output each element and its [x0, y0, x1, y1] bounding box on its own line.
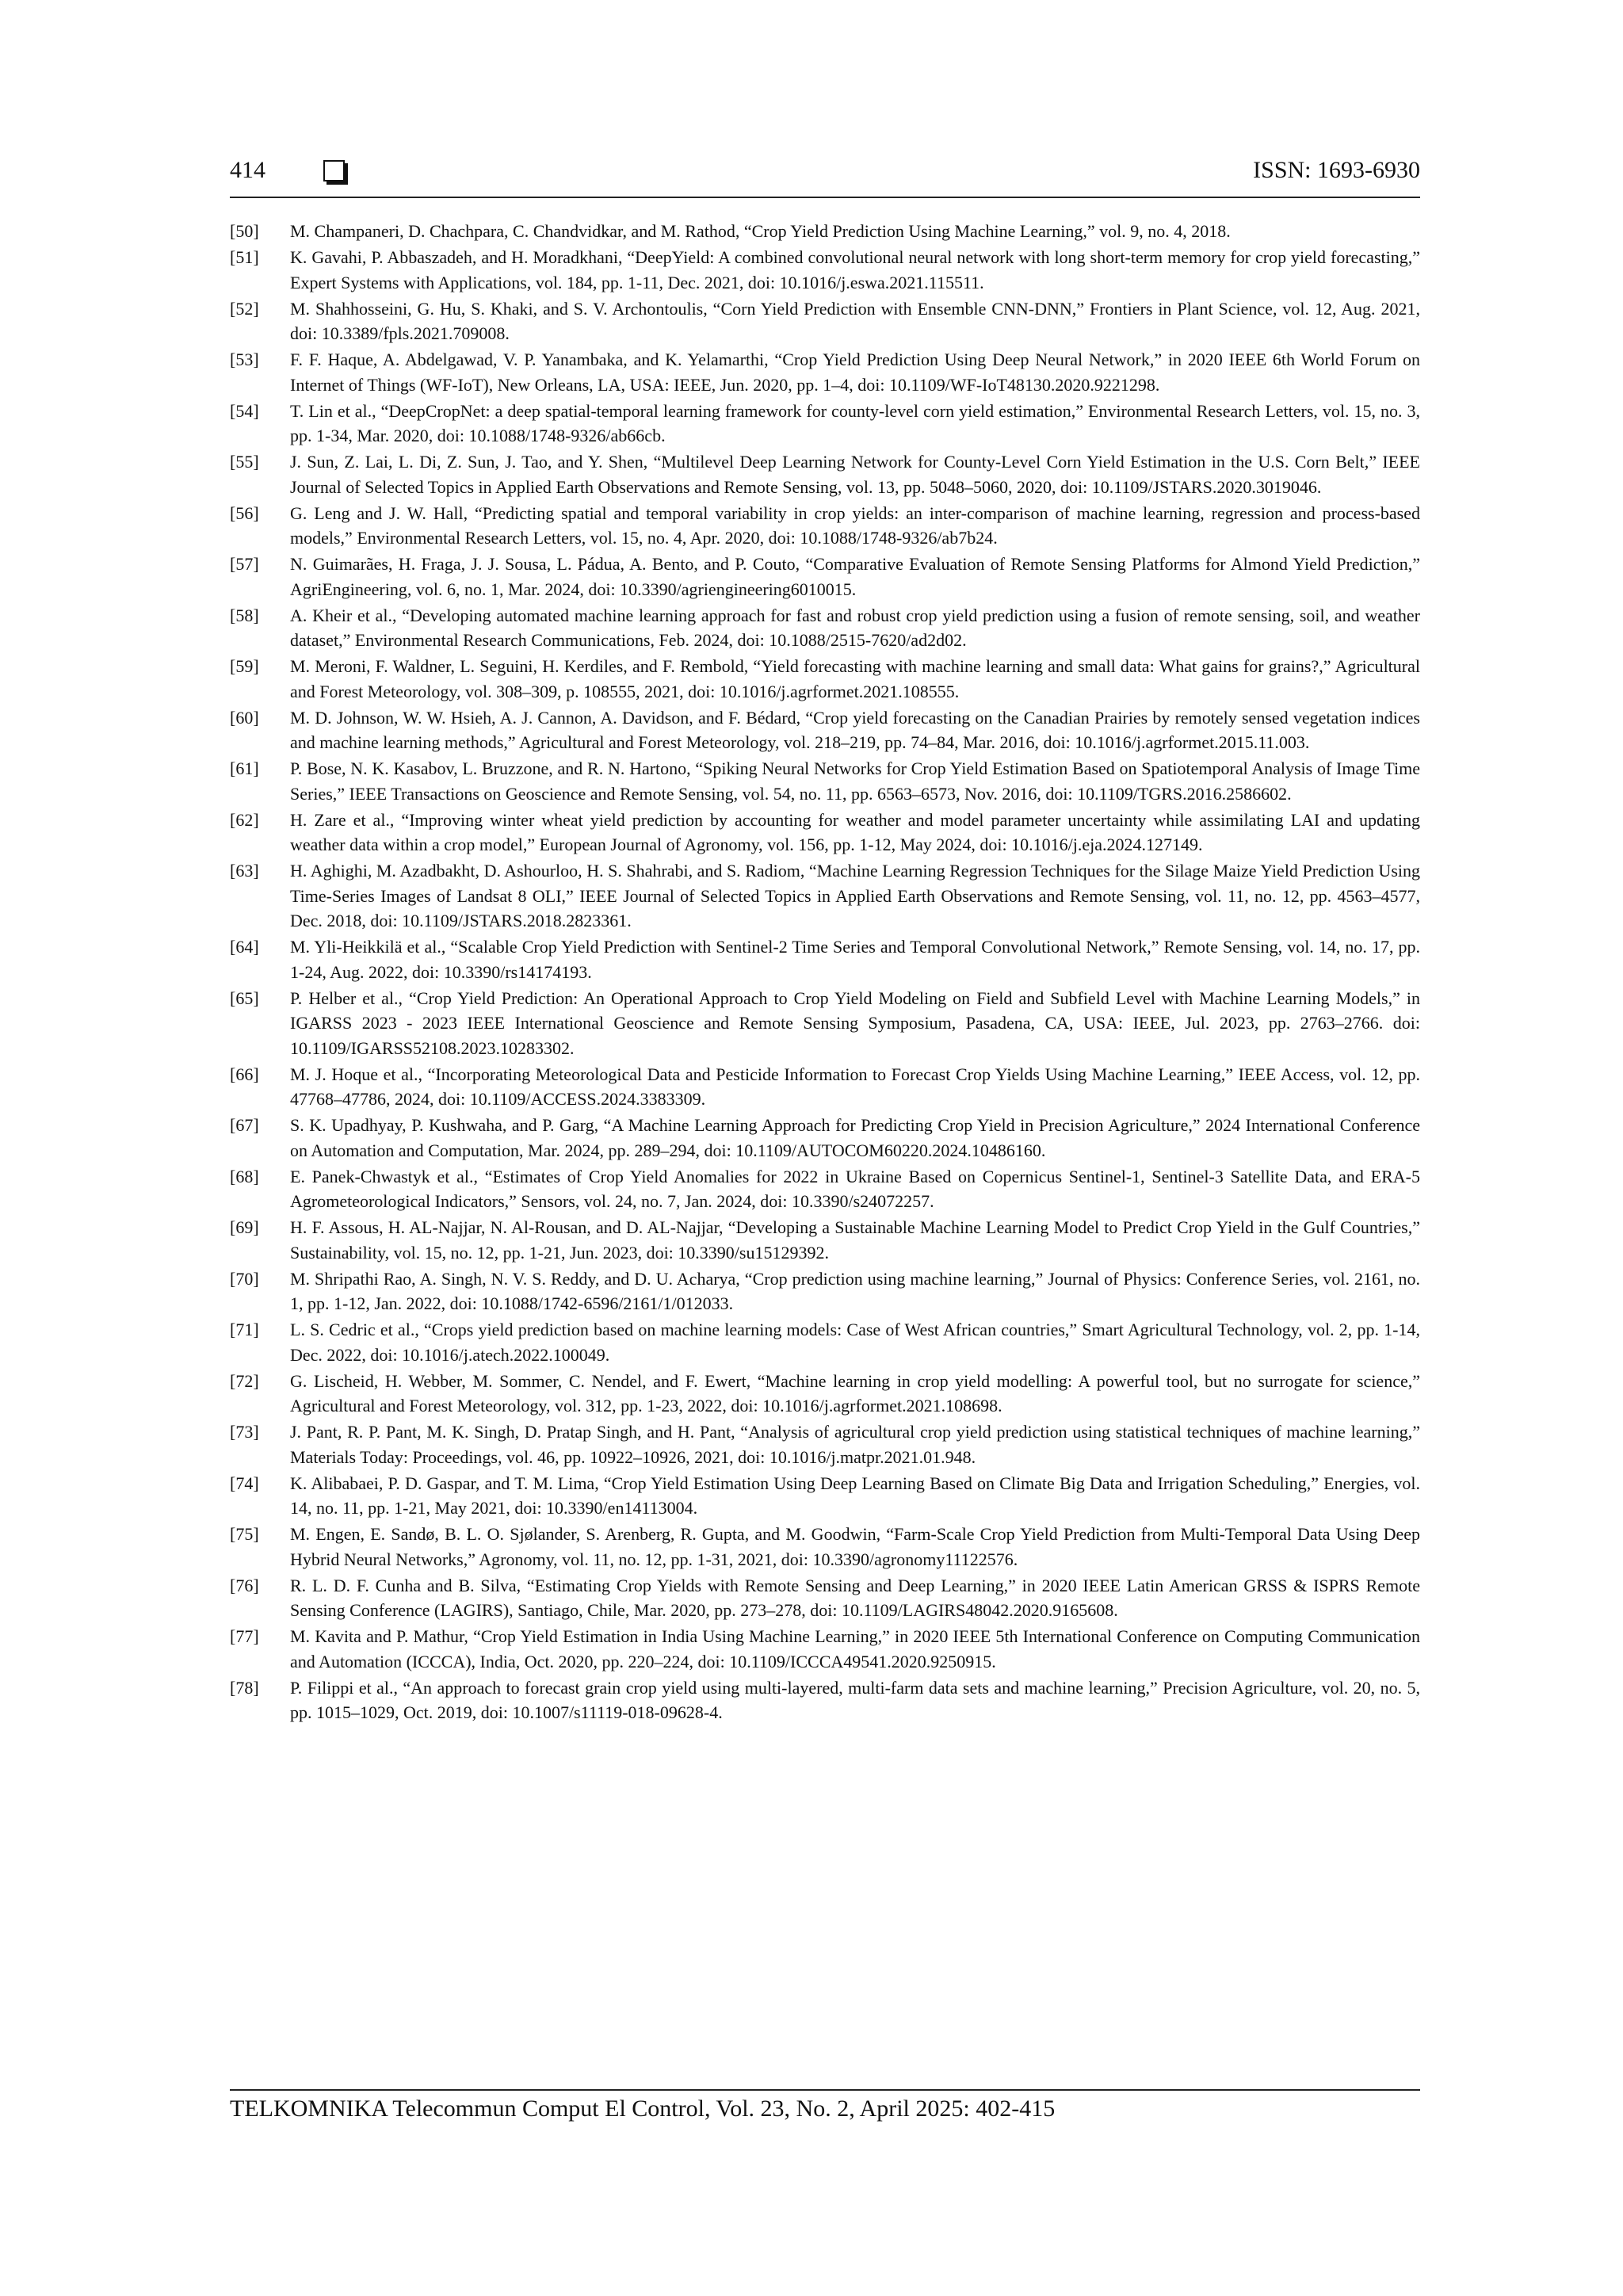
- reference-text: M. Shripathi Rao, A. Singh, N. V. S. Reddy, and D. U. Acharya, “Crop prediction using machine learning,” Journal of Physics: Conference Series, vol. 2161, no. 1, pp. 1-12, Jan. 2022, doi: 10.1088/1742-6596/2161/1/012033.: [290, 1268, 1420, 1313]
- reference-item: [230, 1164, 1420, 1214]
- reference-text: F. F. Haque, A. Abdelgawad, V. P. Yanambaka, and K. Yelamarthi, “Crop Yield Prediction Using Deep Neural Network,” in 2020 IEEE 6th World Forum on Internet of Things (WF-IoT), New Orleans, LA, USA: IEEE, Jun. 2020, pp. 1–4, doi: 10.1109/WF-IoT48130.2020.9221298.: [290, 350, 1420, 395]
- reference-text: L. S. Cedric et al., “Crops yield prediction based on machine learning models: Case of West African countries,” Smart Agricultural Technology, vol. 2, pp. 1-14, Dec. 2022, doi: 10.1016/j.atech.2022.100049.: [290, 1320, 1420, 1365]
- reference-text: G. Lischeid, H. Webber, M. Sommer, C. Nendel, and F. Ewert, “Machine learning in crop yield modelling: A powerful tool, but no surrogate for science,” Agricultural and Forest Meteorology, vol. 312, pp. 1-23, 2022, doi: 10.1016/j.agrformet.2021.108698.: [290, 1370, 1420, 1415]
- reference-number: [58]: [230, 605, 259, 625]
- reference-item: [230, 808, 1420, 858]
- reference-number: [75]: [230, 1524, 259, 1544]
- reference-number: [61]: [230, 758, 259, 778]
- reference-item: [230, 347, 1420, 397]
- reference-text: T. Lin et al., “DeepCropNet: a deep spatial-temporal learning framework for county-level corn yield estimation,” Environmental Research Letters, vol. 15, no. 3, pp. 1-34, Mar. 2020, doi: 10.1088/1748-9326/ab66cb.: [290, 400, 1420, 445]
- reference-item: [230, 399, 1420, 449]
- reference-number: [65]: [230, 988, 259, 1008]
- reference-text: J. Sun, Z. Lai, L. Di, Z. Sun, J. Tao, and Y. Shen, “Multilevel Deep Learning Network for County-Level Corn Yield Estimation in the U.S. Corn Belt,” IEEE Journal of Selected Topics in Applied Earth Observations and Remote Sensing, vol. 13, pp. 5048–5060, 2020, doi: 10.1109/JSTARS.2020.3019046.: [290, 452, 1420, 497]
- reference-item: [230, 1113, 1420, 1163]
- reference-text: J. Pant, R. P. Pant, M. K. Singh, D. Pratap Singh, and H. Pant, “Analysis of agricultural crop yield prediction using statistical techniques of machine learning,” Materials Today: Proceedings, vol. 46, pp. 10922–10926, 2021, doi: 10.1016/j.matpr.2021.01.948.: [290, 1422, 1420, 1467]
- reference-text: M. Champaneri, D. Chachpara, C. Chandvidkar, and M. Rathod, “Crop Yield Prediction Using Machine Learning,” vol. 9, no. 4, 2018.: [290, 221, 1231, 241]
- reference-text: N. Guimarães, H. Fraga, J. J. Sousa, L. Pádua, A. Bento, and P. Couto, “Comparative Evaluation of Remote Sensing Platforms for Almond Yield Prediction,” AgriEngineering, vol. 6, no. 1, Mar. 2024, doi: 10.3390/agriengineering6010015.: [290, 554, 1420, 599]
- reference-item: [230, 449, 1420, 499]
- reference-number: [77]: [230, 1626, 259, 1646]
- reference-number: [72]: [230, 1370, 259, 1391]
- reference-item: [230, 1419, 1420, 1469]
- page-footer: [230, 2089, 1420, 2122]
- reference-number: [67]: [230, 1115, 259, 1135]
- reference-text: H. F. Assous, H. AL-Najjar, N. Al-Rousan, and D. AL-Najjar, “Developing a Sustainable Machine Learning Model to Predict Crop Yield in the Gulf Countries,” Sustainability, vol. 15, no. 12, pp. 1-21, Jun. 2023, doi: 10.3390/su15129392.: [290, 1217, 1420, 1263]
- reference-item: [230, 1215, 1420, 1265]
- reference-number: [51]: [230, 247, 259, 267]
- reference-text: P. Bose, N. K. Kasabov, L. Bruzzone, and R. N. Hartono, “Spiking Neural Networks for Crop Yield Estimation Based on Spatiotemporal Analysis of Image Time Series,” IEEE Transactions on Geoscience and Remote Sensing, vol. 54, no. 11, pp. 6563–6573, Nov. 2016, doi: 10.1109/TGRS.2016.2586602.: [290, 758, 1420, 804]
- reference-text: G. Leng and J. W. Hall, “Predicting spatial and temporal variability in crop yields: an inter-comparison of machine learning, regression and process-based models,” Environmental Research Letters, vol. 15, no. 4, Apr. 2020, doi: 10.1088/1748-9326/ab7b24.: [290, 502, 1420, 548]
- reference-item: [230, 219, 1420, 244]
- reference-text: M. Meroni, F. Waldner, L. Seguini, H. Kerdiles, and F. Rembold, “Yield forecasting with machine learning and small data: What gains for grains?,” Agricultural and Forest Meteorology, vol. 308–309, p. 108555, 2021, doi: 10.1016/j.agrformet.2021.108555.: [290, 656, 1420, 701]
- reference-item: [230, 756, 1420, 806]
- page-number: 414: [230, 157, 265, 183]
- reference-number: [54]: [230, 400, 259, 421]
- reference-text: M. D. Johnson, W. W. Hsieh, A. J. Cannon, A. Davidson, and F. Bédard, “Crop yield forecasting on the Canadian Prairies by remotely sensed vegetation indices and machine learning methods,” Agricultural and Forest Meteorology, vol. 218–219, pp. 74–84, Mar. 2016, doi: 10.1016/j.agrformet.2015.11.003.: [290, 707, 1420, 752]
- reference-text: H. Aghighi, M. Azadbakht, D. Ashourloo, H. S. Shahrabi, and S. Radiom, “Machine Learning Regression Techniques for the Silage Maize Yield Prediction Using Time-Series Images of Landsat 8 OLI,” IEEE Journal of Selected Topics in Applied Earth Observations and Remote Sensing, vol. 11, no. 12, pp. 4563–4577, Dec. 2018, doi: 10.1109/JSTARS.2018.2823361.: [290, 861, 1420, 930]
- reference-text: M. Kavita and P. Mathur, “Crop Yield Estimation in India Using Machine Learning,” in 2020 IEEE 5th International Conference on Computing Communication and Automation (ICCCA), India, Oct. 2020, pp. 220–224, doi: 10.1109/ICCCA49541.2020.9250915.: [290, 1626, 1420, 1671]
- reference-number: [63]: [230, 861, 259, 881]
- reference-text: K. Gavahi, P. Abbaszadeh, and H. Moradkhani, “DeepYield: A combined convolutional neural network with long short-term memory for crop yield forecasting,” Expert Systems with Applications, vol. 184, pp. 1-11, Dec. 2021, doi: 10.1016/j.eswa.2021.115511.: [290, 247, 1420, 292]
- reference-item: [230, 501, 1420, 551]
- reference-number: [73]: [230, 1422, 259, 1442]
- reference-text: E. Panek-Chwastyk et al., “Estimates of Crop Yield Anomalies for 2022 in Ukraine Based on Copernicus Sentinel-1, Sentinel-3 Satellite Data, and ERA-5 Agrometeorological Indicators,” Sensors, vol. 24, no. 7, Jan. 2024, doi: 10.3390/s24072257.: [290, 1166, 1420, 1211]
- reference-text: P. Helber et al., “Crop Yield Prediction: An Operational Approach to Crop Yield Modeling on Field and Subfield Level with Machine Learning Models,” in IGARSS 2023 - 2023 IEEE International Geoscience and Remote Sensing Symposium, Pasadena, CA, USA: IEEE, Jul. 2023, pp. 2763–2766. doi: 10.1109/IGARSS52108.2023.10283302.: [290, 988, 1420, 1058]
- reference-list: [230, 219, 1420, 1726]
- reference-number: [52]: [230, 298, 259, 319]
- reference-item: [230, 1522, 1420, 1572]
- reference-number: [57]: [230, 554, 259, 574]
- reference-number: [60]: [230, 707, 259, 728]
- reference-number: [69]: [230, 1217, 259, 1237]
- reference-item: [230, 245, 1420, 295]
- reference-text: H. Zare et al., “Improving winter wheat yield prediction by accounting for weather and model parameter uncertainty while assimilating LAI and updating weather data within a crop model,” European Journal of Agronomy, vol. 156, pp. 1-12, May 2024, doi: 10.1016/j.eja.2024.127149.: [290, 809, 1420, 854]
- reference-item: [230, 603, 1420, 653]
- reference-number: [66]: [230, 1064, 259, 1084]
- reference-text: M. J. Hoque et al., “Incorporating Meteorological Data and Pesticide Information to Forecast Crop Yields Using Machine Learning,” IEEE Access, vol. 12, pp. 47768–47786, 2024, doi: 10.1109/ACCESS.2024.3383309.: [290, 1064, 1420, 1109]
- reference-text: M. Yli-Heikkilä et al., “Scalable Crop Yield Prediction with Sentinel-2 Time Series and Temporal Convolutional Network,” Remote Sensing, vol. 14, no. 17, pp. 1-24, Aug. 2022, doi: 10.3390/rs14174193.: [290, 937, 1420, 982]
- reference-item: [230, 1675, 1420, 1725]
- reference-number: [78]: [230, 1677, 259, 1698]
- square-box-icon: [323, 160, 345, 181]
- reference-item: [230, 1317, 1420, 1367]
- reference-number: [59]: [230, 656, 259, 676]
- page-header: [230, 157, 1420, 198]
- reference-number: [74]: [230, 1473, 259, 1493]
- reference-item: [230, 1266, 1420, 1316]
- reference-text: S. K. Upadhyay, P. Kushwaha, and P. Garg, “A Machine Learning Approach for Predicting Crop Yield in Precision Agriculture,” 2024 International Conference on Automation and Computation, Mar. 2024, pp. 289–294, doi: 10.1109/AUTOCOM60220.2024.10486160.: [290, 1115, 1420, 1160]
- reference-item: [230, 705, 1420, 755]
- issn-label: ISSN: 1693-6930: [1253, 157, 1420, 183]
- reference-text: R. L. D. F. Cunha and B. Silva, “Estimating Crop Yields with Remote Sensing and Deep Learning,” in 2020 IEEE Latin American GRSS & ISPRS Remote Sensing Conference (LAGIRS), Santiago, Chile, Mar. 2020, pp. 273–278, doi: 10.1109/LAGIRS48042.2020.9165608.: [290, 1575, 1420, 1620]
- reference-number: [55]: [230, 452, 259, 472]
- reference-item: [230, 296, 1420, 346]
- reference-text: P. Filippi et al., “An approach to forecast grain crop yield using multi-layered, multi-farm data sets and machine learning,” Precision Agriculture, vol. 20, no. 5, pp. 1015–1029, Oct. 2019, doi: 10.1007/s11119-018-09628-4.: [290, 1677, 1420, 1722]
- reference-text: A. Kheir et al., “Developing automated machine learning approach for fast and robust crop yield prediction using a fusion of remote sensing, soil, and weather dataset,” Environmental Research Communications, Feb. 2024, doi: 10.1088/2515-7620/ad2d02.: [290, 605, 1420, 650]
- reference-item: [230, 934, 1420, 984]
- reference-number: [53]: [230, 350, 259, 369]
- reference-number: [68]: [230, 1166, 259, 1186]
- reference-item: [230, 1471, 1420, 1521]
- reference-item: [230, 858, 1420, 934]
- reference-number: [70]: [230, 1268, 259, 1289]
- reference-item: [230, 1624, 1420, 1674]
- reference-item: [230, 1062, 1420, 1112]
- reference-number: [76]: [230, 1575, 259, 1595]
- reference-item: [230, 1573, 1420, 1623]
- reference-text: M. Shahhosseini, G. Hu, S. Khaki, and S. V. Archontoulis, “Corn Yield Prediction with Ensemble CNN-DNN,” Frontiers in Plant Science, vol. 12, Aug. 2021, doi: 10.3389/fpls.2021.709008.: [290, 298, 1420, 343]
- reference-number: [56]: [230, 502, 259, 523]
- reference-text: M. Engen, E. Sandø, B. L. O. Sjølander, S. Arenberg, R. Gupta, and M. Goodwin, “Farm-Scale Crop Yield Prediction from Multi-Temporal Data Using Deep Hybrid Neural Networks,” Agronomy, vol. 11, no. 12, pp. 1-31, 2021, doi: 10.3390/agronomy11122576.: [290, 1524, 1420, 1569]
- reference-item: [230, 552, 1420, 602]
- reference-item: [230, 986, 1420, 1061]
- reference-number: [71]: [230, 1320, 259, 1339]
- reference-item: [230, 1369, 1420, 1419]
- reference-number: [64]: [230, 937, 259, 957]
- reference-number: [50]: [230, 221, 259, 241]
- reference-text: K. Alibabaei, P. D. Gaspar, and T. M. Lima, “Crop Yield Estimation Using Deep Learning Based on Climate Big Data and Irrigation Scheduling,” Energies, vol. 14, no. 11, pp. 1-21, May 2021, doi: 10.3390/en14113004.: [290, 1473, 1420, 1518]
- journal-citation: TELKOMNIKA Telecommun Comput El Control, Vol. 23, No. 2, April 2025: 402-415: [230, 2095, 1056, 2122]
- reference-item: [230, 654, 1420, 704]
- reference-number: [62]: [230, 809, 259, 830]
